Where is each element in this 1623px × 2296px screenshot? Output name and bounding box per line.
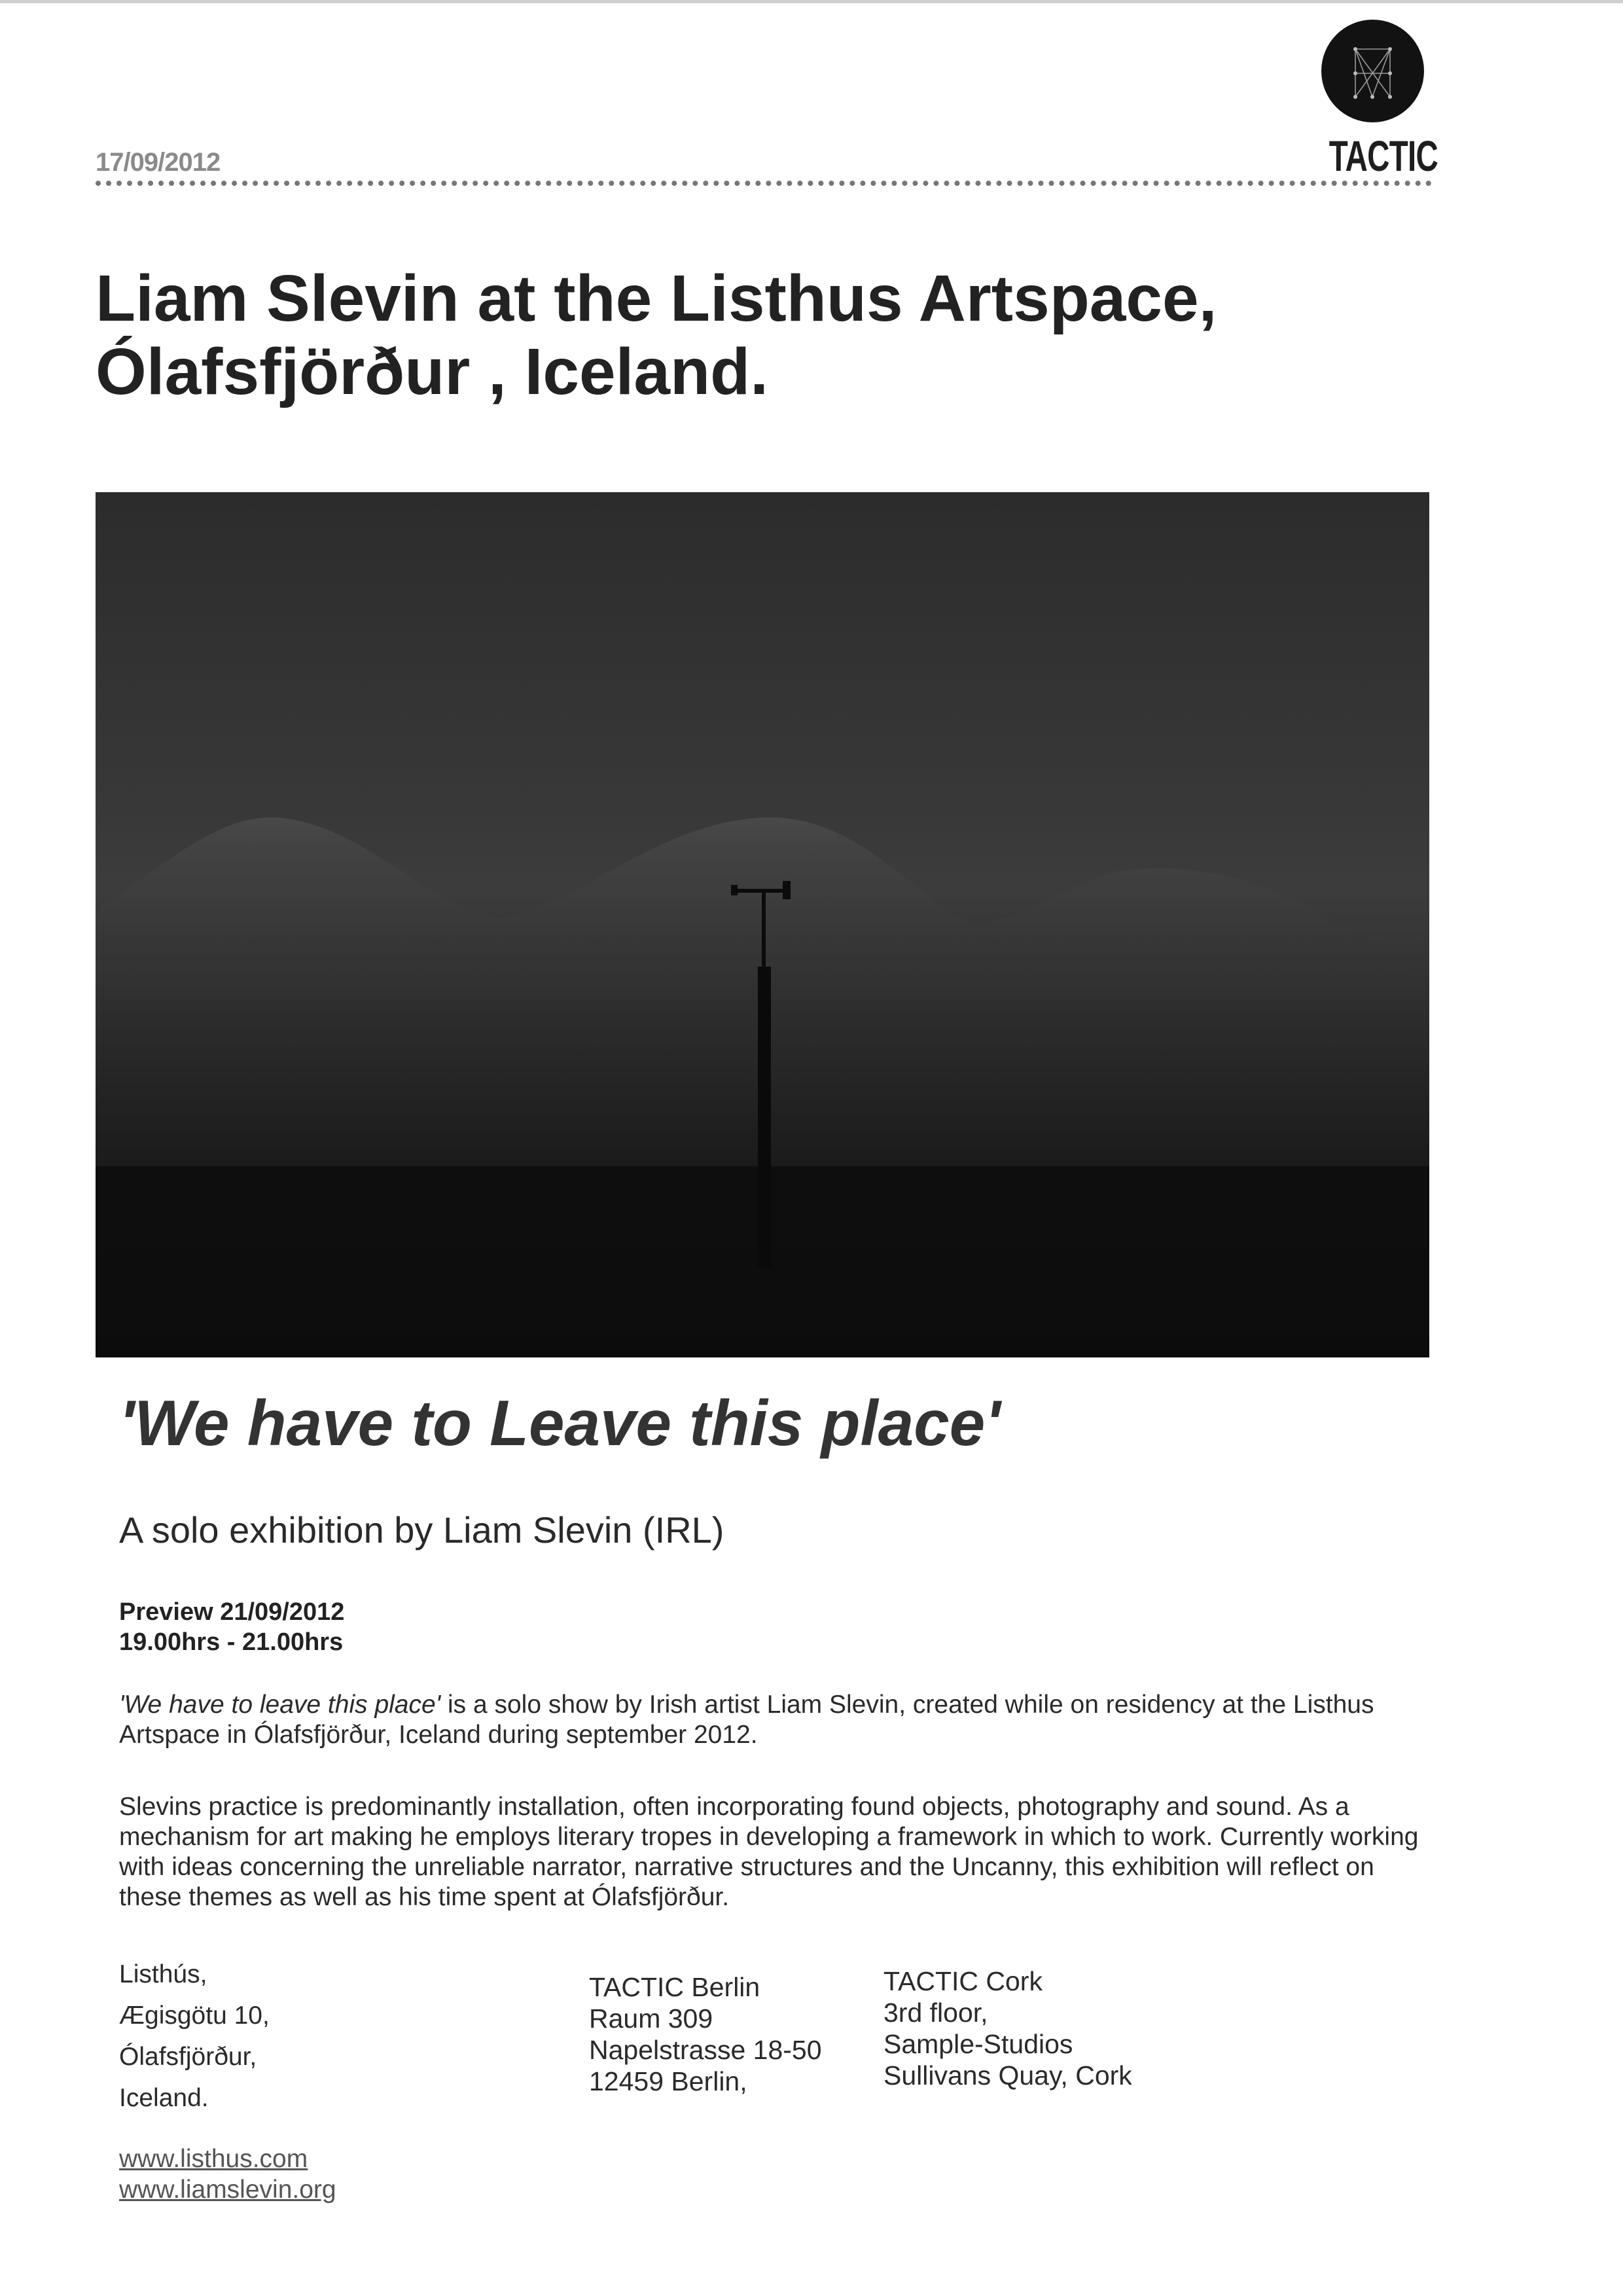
address-tactic-berlin <box>589 1971 822 2097</box>
tactic-logo <box>1312 20 1438 183</box>
preview-time: 19.00hrs - 21.00hrs <box>119 1628 344 1656</box>
links <box>119 2144 336 2205</box>
exhibition-title: 'We have to Leave this place' <box>119 1387 1001 1459</box>
page-title <box>96 262 1470 408</box>
address-line: Napelstrasse 18-50 <box>589 2035 822 2065</box>
link-listhus[interactable]: www.listhus.com <box>119 2145 308 2173</box>
address-line: Raum 309 <box>589 2003 713 2034</box>
address-line: Sample-Studios <box>883 2029 1073 2059</box>
address-line: Iceland. <box>119 2084 209 2112</box>
link-liamslevin[interactable]: www.liamslevin.org <box>119 2176 336 2204</box>
logo-emblem-icon <box>1321 20 1424 122</box>
preview-info <box>119 1597 344 1657</box>
exhibition-photo <box>96 492 1429 1357</box>
address-line: TACTIC Cork <box>883 1966 1043 1996</box>
title-line-2: Ólafsfjörður , Iceland. <box>96 335 768 408</box>
address-listhus <box>119 1954 270 2119</box>
preview-date: Preview 21/09/2012 <box>119 1598 345 1626</box>
address-tactic-cork <box>883 1965 1132 2091</box>
top-rule <box>0 0 1623 3</box>
address-line: Ægisgötu 10, <box>119 2001 270 2030</box>
address-line: Sullivans Quay, Cork <box>883 2060 1132 2090</box>
intro-text: is a solo show by Irish artist Liam Slevin, created while on residency at the Listhus Artspace in Ólafsfjörður, Iceland during september 2012. <box>119 1691 1374 1749</box>
address-line: 12459 Berlin, <box>589 2066 747 2096</box>
intro-title-italic: 'We have to leave this place' <box>119 1691 441 1719</box>
intro-paragraph <box>119 1690 1435 1750</box>
title-line-1: Liam Slevin at the Listhus Artspace, <box>96 262 1217 335</box>
exhibition-subtitle: A solo exhibition by Liam Slevin (IRL) <box>119 1509 724 1551</box>
publish-date: 17/09/2012 <box>96 148 221 177</box>
logo-wordmark: TACTIC <box>1329 132 1438 180</box>
dotted-divider <box>96 181 1432 186</box>
address-line: TACTIC Berlin <box>589 1972 760 2002</box>
address-line: Ólafsfjörður, <box>119 2043 257 2071</box>
practice-paragraph: Slevins practice is predominantly installation, often incorporating found objects, photography and sound. As a mechanism for art making he employs literary tropes in developing a framework in which to work. Currently working with ideas concerning the unreliable narrator, narrative structures and the Uncanny, this exhibition will reflect on these themes as well as his time spent at Ólafsfjörður. <box>119 1793 1419 1911</box>
address-line: Listhús, <box>119 1960 207 1988</box>
address-line: 3rd floor, <box>883 1998 988 2028</box>
